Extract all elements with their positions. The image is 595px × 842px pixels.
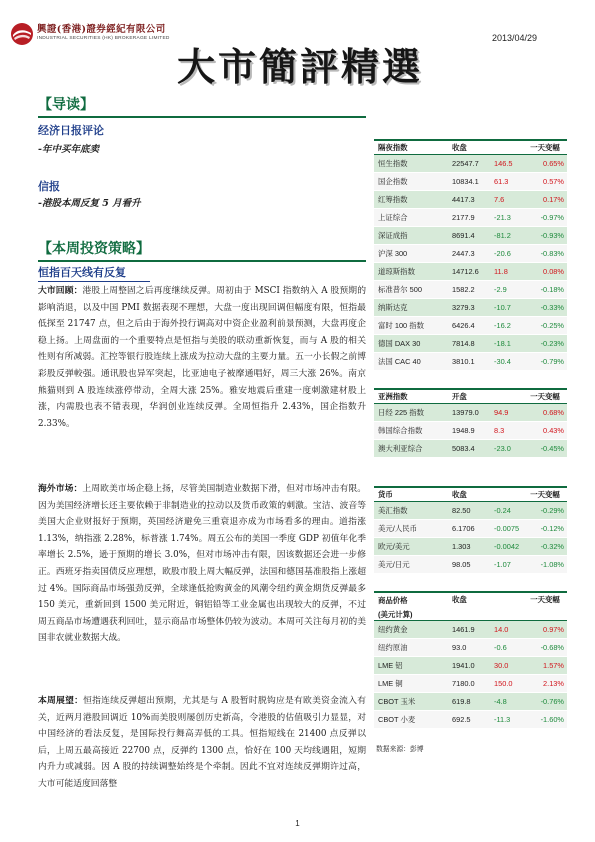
table-cell-change: 14.0 [494, 625, 509, 634]
table-cell-change: -2.9 [494, 285, 507, 294]
table-cell-close: 8691.4 [452, 231, 475, 240]
report-date: 2013/04/29 [491, 33, 537, 43]
table-cell-name: 美元/人民币 [378, 524, 418, 533]
guide-heading: 【导读】 [38, 97, 94, 113]
table-header-cell: 收盘 [452, 143, 467, 152]
table-cell-name: 纳斯达克 [378, 303, 408, 312]
table-header-row [374, 388, 567, 404]
table-row [374, 191, 567, 209]
table-header-cell: 亚洲指数 [378, 392, 408, 401]
table-cell-change: -18.1 [494, 339, 511, 348]
table-cell-pct: 0.65% [543, 159, 564, 168]
table-cell-pct: -0.83% [540, 249, 564, 258]
table-cell-name: 上证综合 [378, 213, 408, 222]
table-cell-name: LME 铜 [378, 679, 403, 688]
table-cell-change: -21.3 [494, 213, 511, 222]
table-cell-name: 国企指数 [378, 177, 408, 186]
table-cell-change: 94.9 [494, 408, 509, 417]
table-cell-change: -16.2 [494, 321, 511, 330]
table-cell-change: -20.6 [494, 249, 511, 258]
market-review-paragraph [38, 283, 366, 432]
market-review-label: 大市回顾： [38, 286, 83, 296]
page-number: 1 [295, 819, 300, 828]
table-cell-pct: -0.25% [540, 321, 564, 330]
table-row [374, 263, 567, 281]
table-header-cell: 一天变幅 [530, 595, 560, 604]
guide-headline-1[interactable]: -年中买年底卖 [38, 144, 99, 155]
company-name [37, 24, 170, 42]
strategy-divider [38, 260, 366, 262]
table-cell-pct: 0.57% [543, 177, 564, 186]
table-row [374, 639, 567, 657]
table-row [374, 538, 567, 556]
table-row [374, 520, 567, 538]
table-cell-pct: -0.12% [540, 524, 564, 533]
table-row [374, 281, 567, 299]
table-row [374, 353, 567, 371]
table-cell-pct: 0.97% [543, 625, 564, 634]
weekly-outlook-text: 恒指连续反弹超出预期，尤其是与 A 股暂时脱钩应是有欧美资金流入有关，近两月港股回调近 10%而美股则屡创历史新高，令港股的估值吸引力显显，对中国经济的看法反复，是国际投行舞高弄低的工具。恒指短线在 21400 点反弹以后，上周五最高接近 22700 点，反弹约 1300 点，恰好在 100 天均线遇阻，短期内升力或减弱。因 A 股的持续调整始终是个牵制。因此不宜对连续反弹期许过高，大市可能适度回落整 [38, 696, 366, 789]
table-row [374, 621, 567, 639]
overseas-market-paragraph [38, 481, 366, 647]
table-cell-change: 146.5 [494, 159, 513, 168]
company-name-en: INDUSTRIAL SECURITIES (HK) BROKERAGE LIMITED [37, 36, 170, 41]
table-cell-name: 美元/日元 [378, 560, 410, 569]
table-cell-close: 13979.0 [452, 408, 479, 417]
table-cell-change: -10.7 [494, 303, 511, 312]
table-cell-close: 2447.3 [452, 249, 475, 258]
table-cell-pct: -0.68% [540, 643, 564, 652]
table-header-row [374, 591, 567, 621]
table-cell-name: 恒生指数 [378, 159, 408, 168]
table-cell-close: 1948.9 [452, 426, 475, 435]
overseas-market-label: 海外市场： [38, 484, 83, 494]
table-cell-change: -0.24 [494, 506, 511, 515]
table-cell-close: 3279.3 [452, 303, 475, 312]
market-review-text: 港股上周整固之后再度继续反弹。周初由于 MSCI 指数纳入 A 股预期的影响消退，以及中国 PMI 数据表现不理想，大盘一度出现回调但幅度有限，恒指最低探至 21747 点，但之后由于海外投行调高对中资企业盈利前景预测，大盘再度企稳上扬。上周盘面的一个重要特点是恒指与美股的联动重新恢复，而与 A 股的相关性则有所减弱。汇控等银行股连续上涨成为拉动大盘的主要力量。五一小长假之前博彩股反弹較强。通讯股也异军突起，比亚迪电子被摩通唱好，周三大涨 26%。南京熊猫则到 A 股连续涨停带动，全周大涨 25%。雅安地震后重建一度刺激建材股上涨，内需股也表不错表现，华润创业连续反弹。全周恒指升 2.43%，国企指数升 2.33%。 [38, 286, 366, 429]
table-row [374, 711, 567, 729]
table-cell-name: 纽约原油 [378, 643, 408, 652]
table-cell-change: -23.0 [494, 444, 511, 453]
table-cell-pct: -0.97% [540, 213, 564, 222]
table-cell-pct: -1.60% [540, 715, 564, 724]
strategy-subtitle-underline [38, 281, 150, 282]
table-header-cell: 一天变幅 [530, 143, 560, 152]
commodity-table [374, 591, 567, 729]
table-header-row [374, 139, 567, 155]
table-cell-pct: -0.93% [540, 231, 564, 240]
table-cell-pct: 2.13% [543, 679, 564, 688]
table-header-cell: 开盘 [452, 392, 467, 401]
table-cell-pct: 0.08% [543, 267, 564, 276]
table-cell-close: 14712.6 [452, 267, 479, 276]
table-cell-close: 82.50 [452, 506, 471, 515]
table-cell-pct: -0.45% [540, 444, 564, 453]
table-cell-name: 法国 CAC 40 [378, 357, 421, 366]
table-cell-close: 619.8 [452, 697, 471, 706]
table-cell-name: 美汇指数 [378, 506, 408, 515]
table-cell-pct: 0.68% [543, 408, 564, 417]
table-cell-close: 7814.8 [452, 339, 475, 348]
table-cell-pct: -0.18% [540, 285, 564, 294]
guide-divider [38, 116, 366, 118]
table-cell-name: 德国 DAX 30 [378, 339, 421, 348]
table-row [374, 155, 567, 173]
table-cell-pct: -0.76% [540, 697, 564, 706]
table-cell-change: 61.3 [494, 177, 509, 186]
table-cell-close: 6.1706 [452, 524, 475, 533]
guide-headline-2[interactable]: -港股本周反复 5 月看升 [38, 198, 141, 209]
table-cell-close: 5083.4 [452, 444, 475, 453]
table-row [374, 675, 567, 693]
table-cell-pct: -0.23% [540, 339, 564, 348]
table-row [374, 440, 567, 458]
table-cell-close: 692.5 [452, 715, 471, 724]
table-header-cell: 隔夜指数 [378, 143, 408, 152]
overseas-market-text: 上周欧美市场企稳上扬，尽管美国制造业数据下滑，但对市场冲击有限。因为美国经济增长还主要依赖于非制造业的拉动以及货币政策的刺激。宝洁、波音等美国大企业财报好于预期，英国经济避免三重衰退亦成为市场看多的理由。道指涨 1.13%，纳指涨 2.28%，标普涨 1.74%。周五公布的美国一季度 GDP 初值年化季率增长 2.5%，逊于预期的增长 3.0%，但对市场冲击有限，因该数据还会进一步修正。西班牙指卖国债反应理想，欧股市股上周大幅反弹，法国和德国基准股指上涨超过 4%。国际商品市场强劲反弹，全球逢低抢购黄金的风潮令纽约黄金期货反弹最多 150 美元，重新回到 1500 美元附近，铜铝铅等工业金属也出现较大的反弹，不过周五商品市场遭遇获利回吐，显示商品市场整体仍较为波动。本周可关注每月初的美国非农就业数据大战。 [38, 484, 366, 644]
table-row [374, 245, 567, 263]
company-logo-icon [10, 22, 34, 46]
table-cell-close: 10834.1 [452, 177, 479, 186]
table-cell-change: -11.3 [494, 715, 511, 724]
table-cell-name: 韩国综合指数 [378, 426, 423, 435]
table-cell-close: 6426.4 [452, 321, 475, 330]
table-cell-change: -1.07 [494, 560, 511, 569]
table-header-cell: 一天变幅 [530, 392, 560, 401]
table-cell-close: 4417.3 [452, 195, 475, 204]
table-row [374, 335, 567, 353]
strategy-subtitle: 恒指百天线有反复 [38, 266, 126, 279]
table-cell-name: CBOT 小麦 [378, 715, 416, 724]
strategy-heading: 【本周投资策略】 [38, 241, 150, 257]
table-cell-name: 澳大利亚综合 [378, 444, 423, 453]
table-cell-change: -0.6 [494, 643, 507, 652]
table-cell-change: 8.3 [494, 426, 505, 435]
weekly-outlook-label: 本周展望： [38, 696, 84, 706]
table-cell-pct: -0.29% [540, 506, 564, 515]
table-cell-close: 7180.0 [452, 679, 475, 688]
table-cell-change: 7.6 [494, 195, 505, 204]
table-cell-change: -0.0075 [494, 524, 520, 533]
table-cell-close: 1.303 [452, 542, 471, 551]
table-cell-close: 1582.2 [452, 285, 475, 294]
table-row [374, 657, 567, 675]
data-source-note: 数据来源：彭博 [376, 746, 424, 753]
weekly-outlook-paragraph [38, 693, 366, 793]
table-cell-name: 道琼斯指数 [378, 267, 415, 276]
table-cell-name: 日经 225 指数 [378, 408, 425, 417]
table-cell-close: 3810.1 [452, 357, 475, 366]
table-cell-name: 纽约黄金 [378, 625, 408, 634]
table-cell-change: 11.8 [494, 267, 508, 276]
table-header-cell: 商品价格 (美元计算) [378, 596, 413, 619]
table-cell-name: LME 铝 [378, 661, 403, 670]
table-cell-name: 欧元/美元 [378, 542, 410, 551]
table-cell-pct: -0.33% [540, 303, 564, 312]
table-row [374, 502, 567, 520]
table-cell-name: 深证成指 [378, 231, 408, 240]
table-cell-pct: 1.57% [543, 661, 564, 670]
currency-table [374, 486, 567, 574]
table-cell-pct: -0.79% [540, 357, 564, 366]
table-row [374, 227, 567, 245]
table-row [374, 693, 567, 711]
table-cell-pct: 0.43% [543, 426, 564, 435]
table-cell-close: 1941.0 [452, 661, 475, 670]
table-cell-name: 标准普尔 500 [378, 285, 422, 294]
table-row [374, 209, 567, 227]
table-cell-change: -30.4 [494, 357, 511, 366]
table-row [374, 299, 567, 317]
asia-index-table [374, 388, 567, 458]
page-title: 大市簡評精選 [176, 44, 423, 89]
table-row [374, 173, 567, 191]
table-header-cell: 收盘 [452, 490, 467, 499]
table-header-cell: 收盘 [452, 595, 467, 604]
table-header-cell: 一天变幅 [530, 490, 560, 499]
table-cell-change: -81.2 [494, 231, 511, 240]
table-header-cell: 货币 [378, 490, 393, 499]
table-cell-change: -0.0042 [494, 542, 520, 551]
table-cell-pct: -0.32% [540, 542, 564, 551]
table-cell-close: 98.05 [452, 560, 471, 569]
overnight-index-table [374, 139, 567, 371]
table-row [374, 556, 567, 574]
table-cell-change: -4.8 [494, 697, 507, 706]
table-cell-close: 22547.7 [452, 159, 479, 168]
table-cell-name: 红筹指数 [378, 195, 408, 204]
table-row [374, 404, 567, 422]
table-row [374, 422, 567, 440]
guide-source-2: 信报 [38, 180, 60, 193]
table-cell-name: 富时 100 指数 [378, 321, 425, 330]
table-cell-pct: 0.17% [543, 195, 564, 204]
table-cell-close: 2177.9 [452, 213, 475, 222]
table-row [374, 317, 567, 335]
table-header-row [374, 486, 567, 502]
table-cell-change: 150.0 [494, 679, 513, 688]
table-cell-name: 沪深 300 [378, 249, 408, 258]
table-cell-close: 1461.9 [452, 625, 475, 634]
table-cell-close: 93.0 [452, 643, 467, 652]
table-cell-name: CBOT 玉米 [378, 697, 416, 706]
table-cell-change: 30.0 [494, 661, 509, 670]
table-cell-pct: -1.08% [540, 560, 564, 569]
guide-source-1: 经济日报评论 [38, 124, 104, 137]
company-name-cn: 興證(香港)證券經紀有限公司 [37, 24, 166, 35]
